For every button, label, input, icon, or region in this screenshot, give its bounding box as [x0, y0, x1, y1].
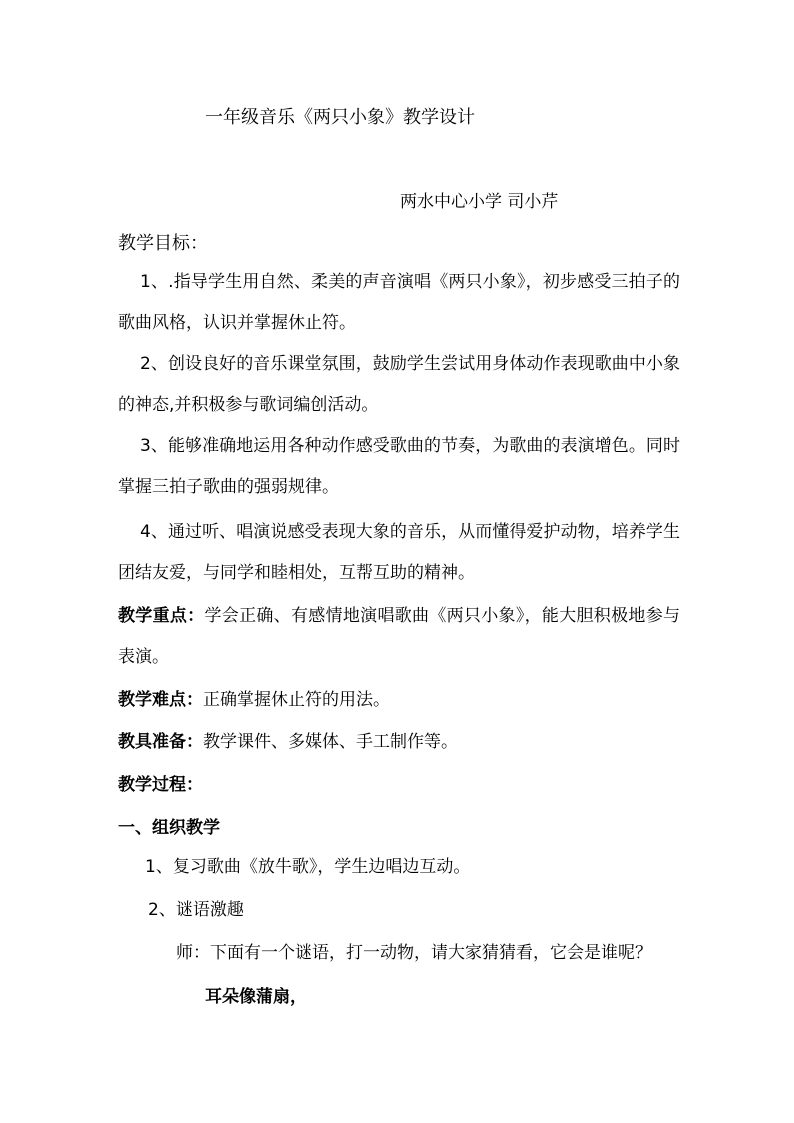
step-item-2: 2、谜语激趣 — [148, 900, 244, 920]
difficulty-point — [118, 680, 680, 721]
key-point — [118, 596, 680, 678]
document-title: 一年级音乐《两只小象》教学设计 — [205, 107, 475, 128]
process-heading: 教学过程： — [118, 775, 203, 795]
goal-item-1 — [118, 262, 680, 344]
goal-text-3: 3、能够准确地运用各种动作感受歌曲的节奏，为歌曲的表演增色。同时掌握三拍子歌曲的强弱规律。 — [118, 436, 680, 497]
difficulty-label: 教学难点： — [118, 690, 203, 710]
tools-label: 教具准备： — [118, 732, 203, 752]
goal-item-3 — [118, 426, 680, 508]
goals-heading: 教学目标： — [118, 233, 208, 254]
author-line: 两水中心小学 司小芹 — [400, 192, 559, 212]
step-item-1: 1、复习歌曲《放牛歌》，学生边唱边互动。 — [145, 857, 471, 877]
section-heading-1: 一、组织教学 — [118, 818, 220, 838]
tools-line — [118, 722, 680, 763]
goal-item-4 — [118, 512, 680, 594]
key-label: 教学重点： — [118, 606, 205, 626]
difficulty-text: 正确掌握休止符的用法。 — [203, 690, 390, 710]
teacher-line: 师：下面有一个谜语，打一动物，请大家猜猜看，它会是谁呢？ — [176, 943, 652, 963]
goal-text-4: 4、通过听、唱演说感受表现大象的音乐，从而懂得爱护动物，培养学生团结友爱，与同学和睦相处，互帮互助的精神。 — [118, 522, 680, 583]
riddle-line: 耳朵像蒲扇， — [205, 987, 307, 1007]
goal-text-2: 2、创设良好的音乐课堂氛围，鼓励学生尝试用身体动作表现歌曲中小象的神态,并积极参与歌词编创活动。 — [118, 354, 680, 415]
key-text: 学会正确、有感情地演唱歌曲《两只小象》，能大胆积极地参与表演。 — [118, 606, 680, 667]
goal-item-2 — [118, 344, 680, 426]
tools-text: 教学课件、多媒体、手工制作等。 — [203, 732, 458, 752]
goal-text-1: 1、.指导学生用自然、柔美的声音演唱《两只小象》，初步感受三拍子的歌曲风格，认识并掌握休止符。 — [118, 272, 680, 333]
